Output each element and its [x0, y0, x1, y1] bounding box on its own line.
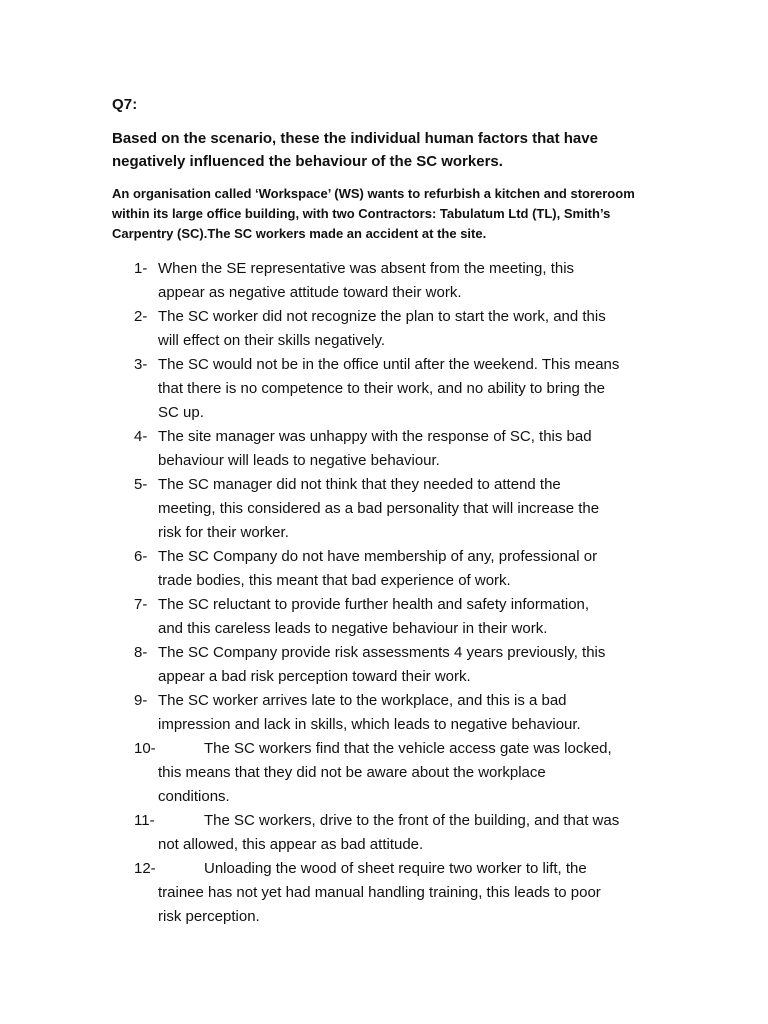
item-text [158, 473, 658, 545]
item-line: meeting, this considered as a bad personality that will increase the [158, 500, 600, 517]
item-number: 12- [134, 860, 156, 877]
list-item [0, 689, 768, 737]
item-line: The SC worker arrives late to the workplace, and this is a bad [158, 692, 567, 709]
heading-line: Based on the scenario, these the individual human factors that have [112, 130, 598, 147]
heading-line: negatively influenced the behaviour of the SC workers. [112, 153, 503, 170]
factors-list [0, 257, 768, 929]
item-line: SC up. [158, 404, 204, 421]
item-line: risk for their worker. [158, 524, 289, 541]
item-number: 2- [134, 308, 148, 325]
list-item [0, 737, 768, 809]
item-line: and this careless leads to negative behaviour in their work. [158, 620, 548, 637]
list-item [0, 857, 768, 929]
item-line-first [158, 737, 658, 761]
item-text [158, 809, 658, 857]
question-heading [112, 127, 672, 173]
item-line: not allowed, this appear as bad attitude. [158, 836, 424, 853]
item-line: The site manager was unhappy with the response of SC, this bad [158, 428, 592, 445]
item-line: The SC Company provide risk assessments 4 years previously, this [158, 644, 606, 661]
list-item [0, 545, 768, 593]
item-line: appear a bad risk perception toward their work. [158, 668, 471, 685]
item-line: behaviour will leads to negative behaviour. [158, 452, 440, 469]
item-line: conditions. [158, 788, 230, 805]
scenario-line: An organisation called ‘Workspace’ (WS) wants to refurbish a kitchen and storeroom [112, 186, 635, 201]
list-item [0, 305, 768, 353]
question-label: Q7: [112, 96, 138, 113]
item-number: 8- [134, 644, 148, 661]
item-number: 11- [134, 812, 155, 829]
item-line: this means that they did not be aware about the workplace [158, 764, 546, 781]
item-number: 9- [134, 692, 148, 709]
item-number: 5- [134, 476, 148, 493]
item-line: The SC manager did not think that they needed to attend the [158, 476, 561, 493]
list-item [0, 353, 768, 425]
scenario-line: within its large office building, with two Contractors: Tabulatum Ltd (TL), Smith’s [112, 206, 611, 221]
item-line: The SC would not be in the office until after the weekend. This means [158, 356, 620, 373]
item-line: When the SE representative was absent from the meeting, this [158, 260, 575, 277]
list-item [0, 257, 768, 305]
item-number: 7- [134, 596, 148, 613]
item-text [158, 737, 658, 809]
list-item [0, 641, 768, 689]
item-number: 6- [134, 548, 148, 565]
item-line-first [158, 809, 658, 833]
item-line: will effect on their skills negatively. [158, 332, 386, 349]
item-number: 3- [134, 356, 148, 373]
item-text [158, 425, 658, 473]
item-number: 10- [134, 740, 156, 757]
item-text [158, 257, 658, 305]
list-item [0, 473, 768, 545]
item-line: trainee has not yet had manual handling training, this leads to poor [158, 884, 601, 901]
item-text [158, 545, 658, 593]
item-text [158, 689, 658, 737]
scenario-line: Carpentry (SC).The SC workers made an accident at the site. [112, 226, 487, 241]
item-line: The SC worker did not recognize the plan to start the work, and this [158, 308, 606, 325]
item-line: The SC Company do not have membership of any, professional or [158, 548, 598, 565]
item-first-text: The SC workers, drive to the front of the building, and that was [204, 812, 620, 829]
list-item [0, 425, 768, 473]
item-text [158, 353, 658, 425]
item-line: The SC reluctant to provide further health and safety information, [158, 596, 590, 613]
item-first-text: Unloading the wood of sheet require two worker to lift, the [204, 860, 587, 877]
item-line: appear as negative attitude toward their work. [158, 284, 462, 301]
list-item [0, 593, 768, 641]
item-number: 1- [134, 260, 148, 277]
item-first-text: The SC workers find that the vehicle access gate was locked, [204, 740, 612, 757]
item-number: 4- [134, 428, 148, 445]
item-line: that there is no competence to their work, and no ability to bring the [158, 380, 605, 397]
scenario-paragraph [112, 184, 672, 244]
item-text [158, 593, 658, 641]
item-text [158, 641, 658, 689]
item-text [158, 305, 658, 353]
item-line-first [158, 857, 658, 881]
list-item [0, 809, 768, 857]
item-text [158, 857, 658, 929]
item-line: impression and lack in skills, which leads to negative behaviour. [158, 716, 581, 733]
item-line: trade bodies, this meant that bad experience of work. [158, 572, 511, 589]
item-line: risk perception. [158, 908, 260, 925]
